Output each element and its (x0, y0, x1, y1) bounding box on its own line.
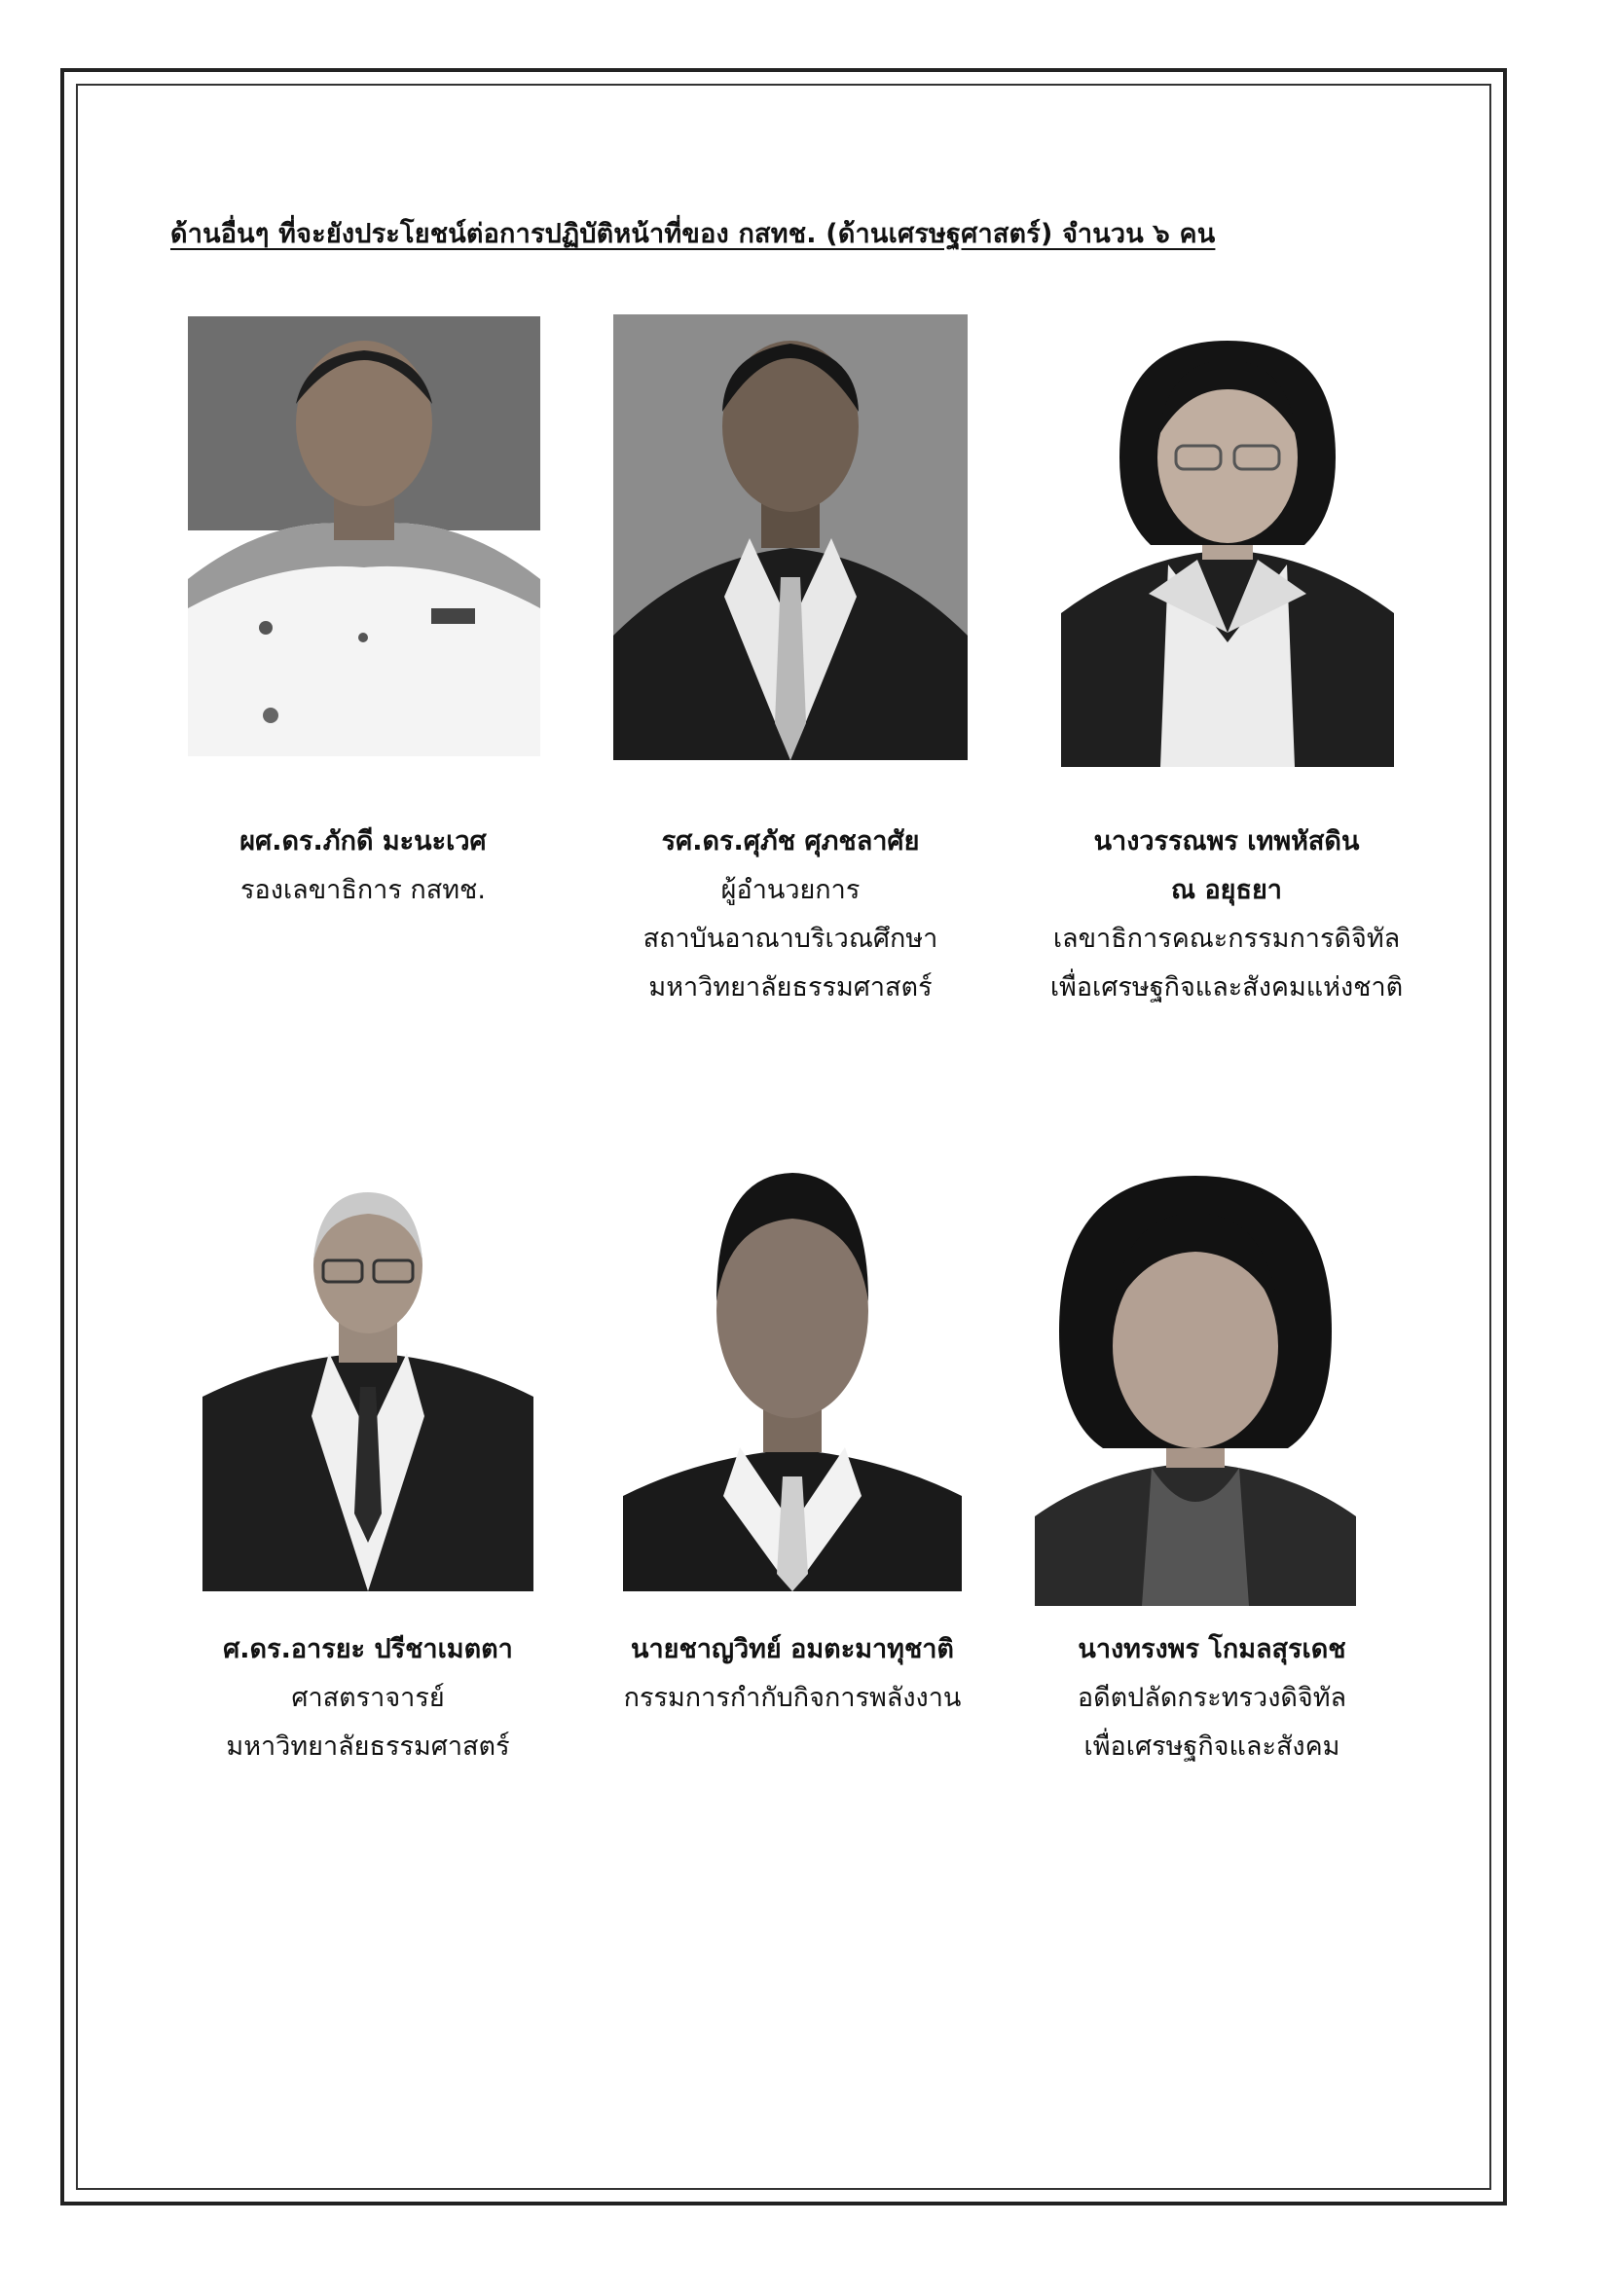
person-position: อดีตปลัดกระทรวงดิจิทัล (1077, 1683, 1347, 1713)
person-name: นางวรรณพร เทพหัสดิน (1093, 826, 1360, 856)
person-position: กรรมการกำกับกิจการพลังงาน (623, 1683, 962, 1713)
person-name: รศ.ดร.ศุภัช ศุภชลาศัย (661, 826, 920, 856)
person-caption-2 (584, 818, 997, 1012)
person-name: นางทรงพร โกมลสุรเดช (1078, 1634, 1346, 1664)
portrait-photo-6 (1035, 1166, 1356, 1606)
person-name: ผศ.ดร.ภักดี มะนะเวศ (239, 826, 487, 856)
person-position: สถาบันอาณาบริเวณศึกษา (642, 924, 938, 954)
person-caption-3 (1012, 818, 1441, 1012)
person-position: ผู้อำนวยการ (720, 875, 861, 905)
page-heading: ด้านอื่นๆ ที่จะยังประโยชน์ต่อการปฏิบัติหน้าที่ของ กสทช. (ด้านเศรษฐศาสตร์) จำนวน ๖ คน (170, 219, 1216, 249)
person-position: รองเลขาธิการ กสทช. (240, 875, 486, 905)
person-name: ศ.ดร.อารยะ ปรีชาเมตตา (223, 1634, 513, 1664)
person-position: เลขาธิการคณะกรรมการดิจิทัล (1052, 924, 1401, 954)
person-position: เพื่อเศรษฐกิจและสังคม (1083, 1731, 1340, 1762)
person-name-continued: ณ อยุธยา (1171, 875, 1282, 905)
portrait-photo-4 (202, 1192, 533, 1591)
person-caption-5 (582, 1625, 1003, 1723)
person-caption-6 (1022, 1625, 1402, 1771)
person-name: นายชาญวิทย์ อมตะมาทุชาติ (631, 1634, 954, 1664)
person-position: มหาวิทยาลัยธรรมศาสตร์ (226, 1731, 510, 1762)
portrait-photo-1 (188, 316, 540, 756)
person-caption-1 (164, 818, 563, 915)
portrait-photo-3 (1061, 321, 1394, 767)
person-position: เพื่อเศรษฐกิจและสังคมแห่งชาติ (1049, 972, 1404, 1002)
portrait-photo-2 (613, 314, 968, 760)
person-position: มหาวิทยาลัยธรรมศาสตร์ (648, 972, 933, 1002)
person-position: ศาสตราจารย์ (291, 1683, 445, 1713)
portrait-photo-5 (623, 1165, 962, 1591)
person-caption-4 (173, 1625, 563, 1771)
